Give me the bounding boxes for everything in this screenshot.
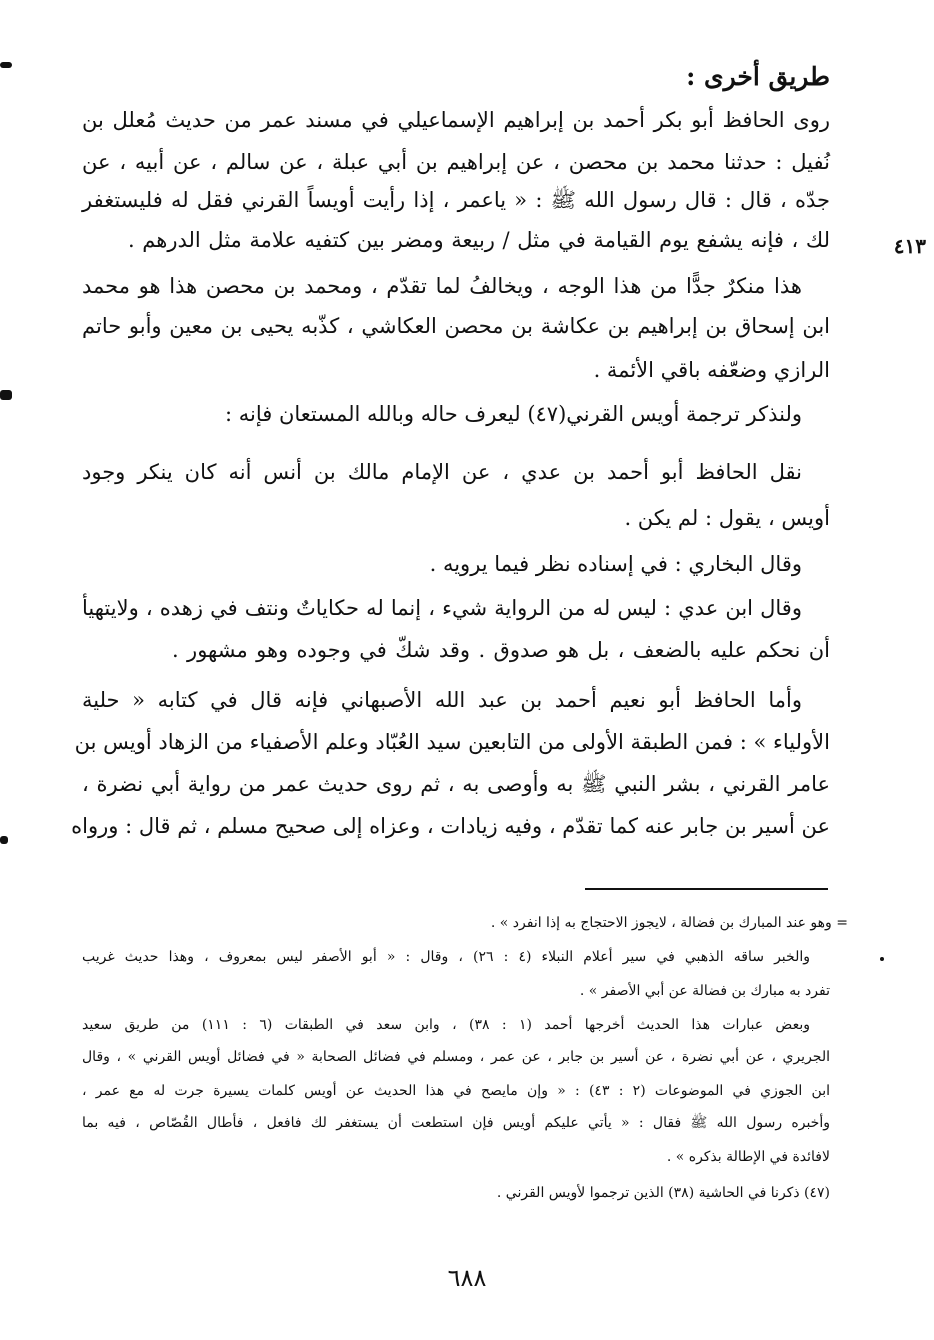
scan-mark-low-left bbox=[0, 836, 8, 844]
body-line: ابن إسحاق بن إبراهيم بن عكاشة بن محصن العكاشي ، كذّبه يحيى بن معين وأبو حاتم bbox=[82, 314, 830, 338]
page-number: ٦٨٨ bbox=[447, 1264, 487, 1292]
body-line: عن أسير بن جابر عنه كما تقدّم ، وفيه زيادات ، وعزاه إلى صحيح مسلم ، ثم قال : ورواه bbox=[71, 814, 830, 838]
body-line: وقال ابن عدي : ليس له من الرواية شيء ، إنما له حكاياتٌ ونتف في زهده ، ولايتهيأ bbox=[82, 596, 802, 620]
body-line: نقل الحافظ أبو أحمد بن عدي ، عن الإمام مالك بن أنس أنه كان ينكر وجود bbox=[82, 460, 802, 484]
scan-mark-mid-left bbox=[0, 390, 12, 400]
margin-page-reference: ٤١٣ bbox=[893, 234, 926, 258]
body-line: ولنذكر ترجمة أويس القرني(٤٧) ليعرف حاله وبالله المستعان فإنه : bbox=[225, 402, 802, 426]
footnote-line: = وهو عند المبارك بن فضالة ، لايجوز الاحتجاج به إذا انفرد » . bbox=[490, 915, 848, 931]
footnote-line: ابن الجوزي في الموضوعات (٢ : ٤٣) : « وإن مايصح في هذا الحديث عن أويس كلمات يسيرة جرت له مع عمر ، bbox=[82, 1083, 830, 1099]
footnote-separator bbox=[585, 888, 828, 890]
body-line: الأولياء » : فمن الطبقة الأولى من التابعين سيد العُبّاد وعلم الأصفياء من الزهاد أويس بن bbox=[74, 730, 830, 754]
footnote-line: والخبر ساقه الذهبي في سير أعلام النبلاء (٤ : ٢٦) ، وقال : « أبو الأصفر ليس بمعروف ، وهذا حديث غريب bbox=[82, 949, 810, 965]
body-line: وأما الحافظ أبو نعيم أحمد بن عبد الله الأصبهاني فإنه قال في كتابه « حلية bbox=[82, 688, 802, 712]
scan-mark-top-left bbox=[0, 62, 12, 68]
footnote-line: وأخبره رسول الله ﷺ فقال : « يأتي عليكم أويس فإن استطعت أن يستغفر لك فافعل ، فأطال القُصّاص ، فيه بما bbox=[82, 1115, 830, 1131]
footnote-line: تفرد به مبارك بن فضالة عن أبي الأصفر » . bbox=[579, 983, 830, 999]
footnote-line: وبعض عبارات هذا الحديث أخرجها أحمد (١ : ٣٨) ، وابن سعد في الطبقات (٦ : ١١١) من طريق سعيد bbox=[82, 1017, 810, 1033]
body-line: لك ، فإنه يشفع يوم القيامة في مثل / ربيعة ومضر بين كتفيه علامة مثل الدرهم . bbox=[128, 228, 830, 252]
footnote-line: الجريري ، عن أبي نضرة ، عن أسير بن جابر ، عن عمر ، ومسلم في فضائل الصحابة « في فضائل أويس القرني » ، وقال bbox=[82, 1049, 831, 1065]
section-heading: طريق أخرى : bbox=[686, 62, 830, 91]
body-line: جدّه ، قال : قال رسول الله ﷺ : « ياعمر ، إذا رأيت أويساً القرني فقل له فليستغفر bbox=[82, 188, 830, 212]
scan-dot-right bbox=[880, 957, 884, 961]
body-line: روى الحافظ أبو بكر أحمد بن إبراهيم الإسماعيلي في مسند عمر من حديث مُعلل بن bbox=[82, 108, 830, 132]
body-line: عامر القرني ، بشر النبي ﷺ به وأوصى به ، ثم روى حديث عمر من رواية أبي نضرة ، bbox=[82, 772, 830, 796]
body-line: هذا منكرٌ جدًّا من هذا الوجه ، ويخالفُ لما تقدّم ، ومحمد بن محصن هذا هو محمد bbox=[82, 274, 802, 298]
footnote-line: لافائدة في الإطالة بذكره » . bbox=[666, 1149, 830, 1165]
footnote-line: (٤٧) ذكرنا في الحاشية (٣٨) الذين ترجموا لأويس القرني . bbox=[496, 1185, 830, 1201]
body-line: وقال البخاري : في إسناده نظر فيما يرويه . bbox=[429, 552, 802, 576]
body-line: الرازي وضعّفه باقي الأئمة . bbox=[593, 358, 830, 382]
body-line: أويس ، يقول : لم يكن . bbox=[624, 506, 830, 530]
body-line: نُفيل : حدثنا محمد بن محصن ، عن إبراهيم بن أبي عبلة ، عن سالم ، عن أبيه ، عن bbox=[82, 150, 830, 174]
body-line: أن نحكم عليه بالضعف ، بل هو صدوق . وقد شكّ في وجوده وهو مشهور . bbox=[172, 638, 830, 662]
